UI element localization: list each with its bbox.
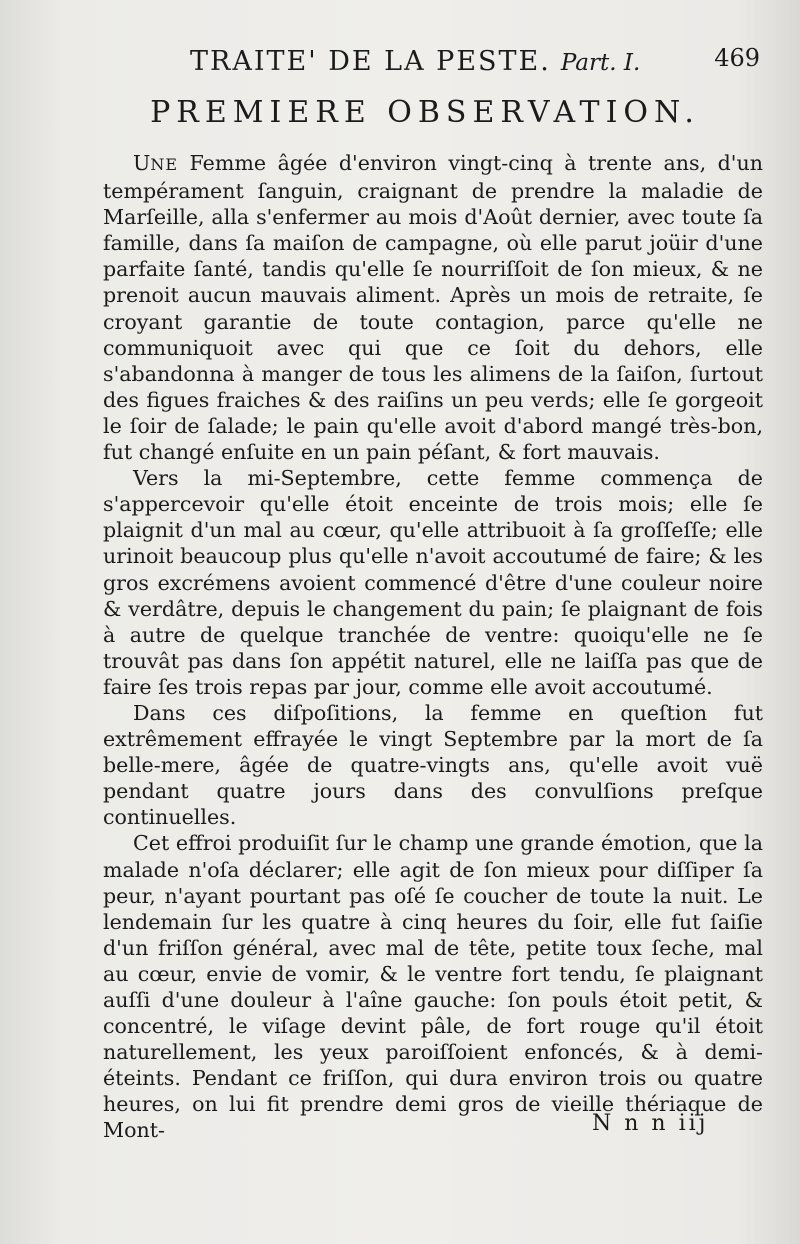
body-text	[103, 150, 763, 1144]
paragraph-1-text: Femme âgée d'environ vingt-cinq à trente ans, d'un tempérament ſanguin, craignant de prendre la maladie de Marſeille, alla s'enfermer au mois d'Août dernier, avec toute ſa famille, dans ſa maiſon de campagne, où elle parut joüir d'une parfaite ſanté, tandis qu'elle ſe nourriſſoit de ſon mieux, & ne prenoit aucun mauvais aliment. Après un mois de retraite, ſe croyant garantie de toute contagion, parce qu'elle ne communiquoit avec qui que ce ſoit du dehors, elle s'abandonna à manger de tous les alimens de la ſaiſon, ſurtout des figues fraiches & des raiſins un peu verds; elle ſe gorgeoit le ſoir de ſalade; le pain qu'elle avoit d'abord mangé très-bon, fut changé enſuite en un pain péſant, & fort mauvais.	[103, 151, 763, 465]
running-title-text: TRAITE' DE LA PESTE.	[190, 46, 551, 77]
small-caps-lead: NE	[150, 155, 179, 174]
running-head	[190, 42, 760, 82]
paragraph-1	[103, 150, 763, 465]
paragraph-4: Cet effroi produiſit ſur le champ une grande émotion, que la malade n'oſa déclarer; elle agit de ſon mieux pour diſſiper ſa peur, n'ayant pourtant pas oſé ſe coucher de toute la nuit. Le lendemain ſur les quatre à cinq heures du ſoir, elle fut ſaiſie d'un friſſon général, avec mal de tête, petite toux ſeche, mal au cœur, envie de vomir, & le ventre fort tendu, ſe plaignant auſſi d'une douleur à l'aîne gauche: ſon pouls étoit petit, & concentré, le viſage devint pâle, de fort rouge qu'il étoit naturellement, les yeux paroiſſoient enfoncés, & à demi-éteints. Pendant ce friſſon, qui dura environ trois ou quatre heures, on lui fit prendre demi gros de vieille thériaque de Mont-	[103, 831, 763, 1143]
running-part: Part. I.	[560, 50, 641, 76]
section-heading: PREMIERE OBSERVATION.	[150, 95, 700, 130]
page-number: 469	[714, 44, 760, 72]
signature-mark: N n n iij	[592, 1111, 709, 1136]
running-title	[190, 46, 640, 77]
paragraph-3: Dans ces diſpoſitions, la femme en queſtion fut extrêmement effrayée le vingt Septembre par la mort de ſa belle-mere, âgée de quatre-vingts ans, qu'elle avoit vuë pendant quatre jours dans des convulſions preſque continuelles.	[103, 700, 763, 830]
drop-letter: U	[133, 151, 151, 175]
paragraph-2: Vers la mi-Septembre, cette femme commença de s'appercevoir qu'elle étoit enceinte de trois mois; elle ſe plaignit d'un mal au cœur, qu'elle attribuoit à ſa groſſeſſe; elle urinoit beaucoup plus qu'elle n'avoit accoutumé de faire; & les gros excrémens avoient commencé d'être d'une couleur noire & verdâtre, depuis le changement du pain; ſe plaignant de fois à autre de quelque tranchée de ventre: quoiqu'elle ne ſe trouvât pas dans ſon appétit naturel, elle ne laiſſa pas que de faire ſes trois repas par jour, comme elle avoit accoutumé.	[103, 466, 763, 699]
